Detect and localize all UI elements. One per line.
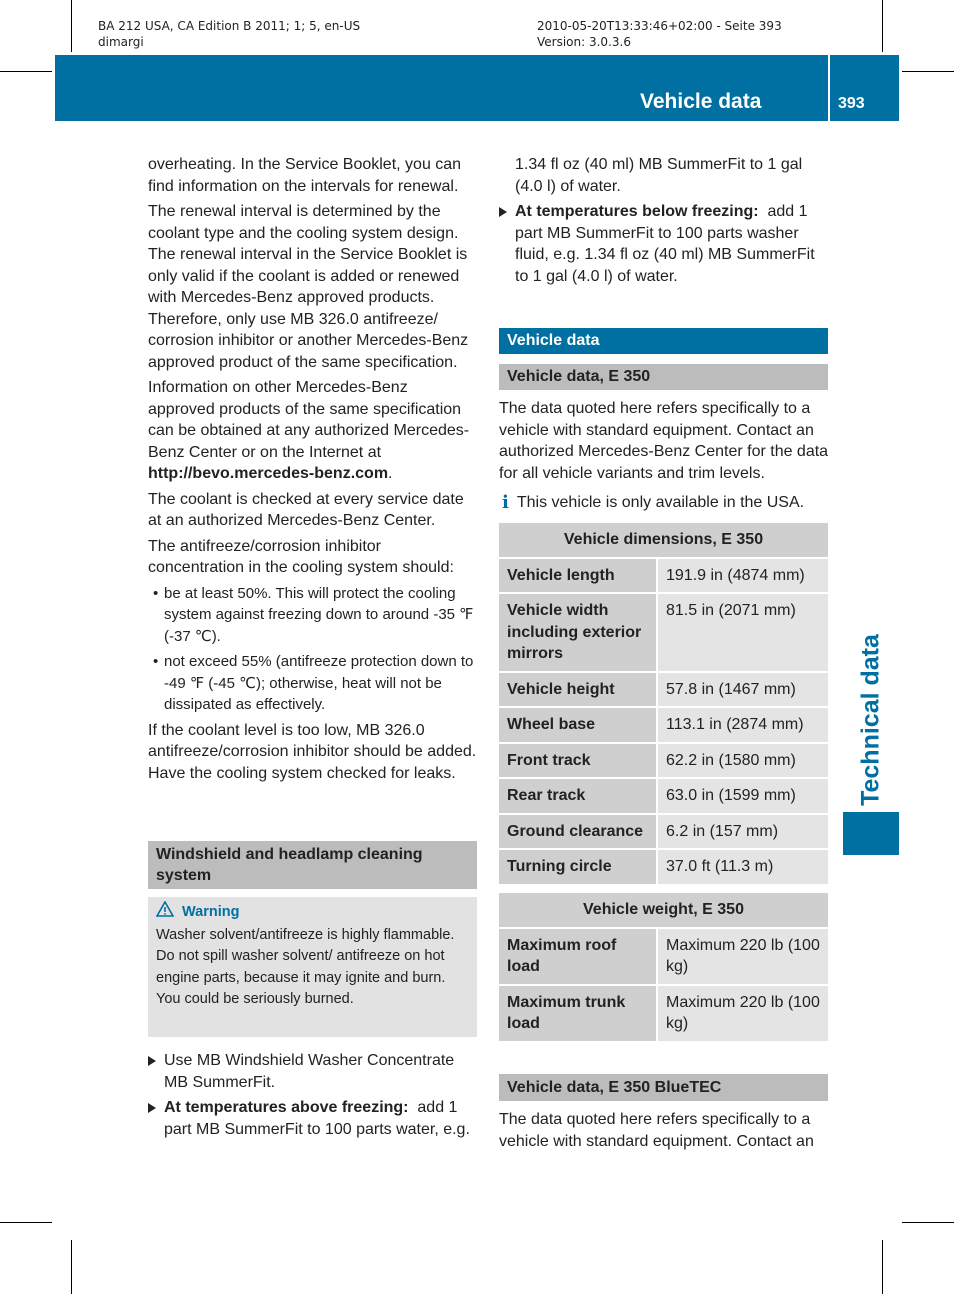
warning-triangle-icon	[156, 901, 174, 925]
warning-title: Warning	[182, 904, 240, 920]
print-meta-left	[98, 18, 360, 50]
weight-table	[499, 893, 828, 1043]
section-heading: Windshield and headlamp cleaning system	[148, 841, 477, 889]
spec-label: Wheel base	[499, 708, 658, 744]
period: .	[388, 465, 393, 482]
info-note-text: This vehicle is only available in the USA.	[516, 494, 805, 511]
info-icon: i	[502, 492, 509, 513]
crop-mark	[71, 0, 72, 52]
instruction-step	[499, 201, 829, 287]
intro-paragraph: The data quoted here refers specifically to a vehicle with standard equipment. Contact an authorized Mercedes-Benz Center for the data for all vehicle variants and trim levels.	[499, 400, 829, 482]
crop-mark	[0, 1222, 52, 1223]
dimension-row	[499, 779, 828, 815]
crop-mark	[71, 1240, 72, 1294]
right-column-top	[499, 154, 829, 291]
spec-value: 113.1 in (2874 mm)	[658, 708, 828, 744]
bullet-item	[148, 583, 478, 648]
meta-version: Version: 3.0.3.6	[537, 35, 631, 49]
spec-label: Maximum trunk load	[499, 986, 658, 1043]
paragraph: overheating. In the Service Booklet, you can find information on the intervals for renewal.	[148, 156, 462, 195]
meta-edition: BA 212 USA, CA Edition B 2011; 1; 5, en-US	[98, 19, 361, 33]
spec-value: 57.8 in (1467 mm)	[658, 673, 828, 709]
spec-label: Vehicle length	[499, 559, 658, 595]
weight-row	[499, 929, 828, 986]
bullet-marker: •	[153, 653, 159, 670]
bullet-item	[148, 651, 478, 716]
table-title: Vehicle weight, E 350	[499, 893, 828, 929]
spec-label: Maximum roof load	[499, 929, 658, 986]
section-heading-vehicle-data: Vehicle data	[499, 328, 828, 354]
bullet-marker: •	[153, 584, 159, 602]
step-text: add 1 part MB SummerFit to 100 parts washer fluid, e.g. 1.34 fl oz (40 ml) MB SummerFit to 1 gal (4.0 l) of water.	[515, 203, 815, 285]
website-link[interactable]: http://bevo.mercedes-benz.com	[148, 465, 389, 482]
subsection-heading: Vehicle data, E 350	[499, 364, 828, 390]
dimension-row	[499, 708, 828, 744]
spec-value: 63.0 in (1599 mm)	[658, 779, 828, 815]
left-column	[148, 154, 478, 788]
spec-value: Maximum 220 lb (100 kg)	[658, 986, 828, 1043]
dimension-row	[499, 744, 828, 780]
subsection-heading: Vehicle data, E 350 BlueTEC	[499, 1074, 828, 1101]
spec-label: Rear track	[499, 779, 658, 815]
paragraph: The coolant is checked at every service date at an authorized Mercedes-Benz Center.	[148, 490, 464, 529]
crop-mark	[902, 1222, 954, 1223]
side-tab-label: Technical data	[856, 634, 885, 806]
spec-label: Front track	[499, 744, 658, 780]
dimension-row	[499, 594, 828, 673]
spec-label: Turning circle	[499, 850, 658, 886]
crop-mark	[0, 71, 52, 72]
arrow-icon	[148, 1103, 156, 1113]
step-continuation: 1.34 fl oz (40 ml) MB SummerFit to 1 gal (4.0 l) of water.	[515, 156, 803, 195]
info-note	[502, 492, 828, 514]
page-number: 393	[838, 95, 865, 112]
weight-row	[499, 986, 828, 1043]
warning-text: Washer solvent/antifreeze is highly flammable. Do not spill washer solvent/ antifreeze on hot engine parts, because it may ignite and burn. You could be seriously burned.	[156, 926, 455, 1007]
warning-box	[148, 897, 477, 1037]
crop-mark	[882, 0, 883, 52]
paragraph-text: Information on other Mercedes-Benz approved products of the same specification can be obtained at any authorized Mercedes-Benz Center or on the Internet at	[148, 379, 470, 461]
header-bar	[55, 55, 899, 121]
print-meta-right	[537, 18, 782, 50]
meta-timestamp: 2010-05-20T13:33:46+02:00 - Seite 393	[537, 19, 782, 33]
spec-value: 191.9 in (4874 mm)	[658, 559, 828, 595]
spec-label: Vehicle width including exterior mirrors	[499, 594, 658, 673]
table-title: Vehicle dimensions, E 350	[499, 523, 828, 559]
instruction-step	[148, 1097, 478, 1140]
header-divider	[828, 55, 830, 121]
spec-label: Ground clearance	[499, 815, 658, 851]
crop-mark	[882, 1240, 883, 1294]
arrow-icon	[499, 207, 507, 217]
instruction-step	[148, 1050, 478, 1093]
side-tab-marker	[843, 812, 899, 855]
arrow-icon	[148, 1056, 156, 1066]
meta-author: dimargi	[98, 35, 144, 49]
spec-value: 37.0 ft (11.3 m)	[658, 850, 828, 886]
instruction-steps	[148, 1050, 478, 1144]
paragraph: The antifreeze/corrosion inhibitor concentration in the cooling system should:	[148, 537, 454, 576]
paragraph: If the coolant level is too low, MB 326.0 antifreeze/corrosion inhibitor should be added. Have the cooling system checked for leaks.	[148, 721, 477, 782]
spec-value: Maximum 220 lb (100 kg)	[658, 929, 828, 986]
step-condition: At temperatures above freezing:	[164, 1099, 409, 1116]
step-text: Use MB Windshield Washer Concentrate MB SummerFit.	[164, 1052, 455, 1091]
bullet-text: be at least 50%. This will protect the cooling system against freezing down to around -35 ℉ (-37 ℃).	[164, 584, 474, 645]
page-title: Vehicle data	[640, 90, 762, 113]
bullet-text: not exceed 55% (antifreeze protection down to -49 ℉ (-45 ℃); otherwise, heat will not be dissipated as effectively.	[164, 653, 474, 713]
paragraph	[148, 377, 478, 485]
spec-label: Vehicle height	[499, 673, 658, 709]
spec-value: 6.2 in (157 mm)	[658, 815, 828, 851]
dimensions-table	[499, 523, 828, 886]
dimension-row	[499, 815, 828, 851]
dimension-row	[499, 559, 828, 595]
warning-header	[156, 901, 469, 925]
step-text: add 1 part MB SummerFit to 100 parts water, e.g.	[164, 1099, 470, 1138]
crop-mark	[902, 71, 954, 72]
dimension-row	[499, 673, 828, 709]
intro-paragraph: The data quoted here refers specifically to a vehicle with standard equipment. Contact an	[499, 1111, 814, 1150]
step-condition: At temperatures below freezing:	[515, 203, 759, 220]
paragraph: The renewal interval is determined by the coolant type and the cooling system design. The renewal interval in the Service Booklet is only valid if the coolant is added or renewed with Mercedes-Benz approved products. Therefore, only use MB 326.0 antifreeze/ corrosion inhibitor or another Mercedes-Benz approved product of the same specification.	[148, 203, 469, 371]
spec-value: 81.5 in (2071 mm)	[658, 594, 828, 673]
spec-value: 62.2 in (1580 mm)	[658, 744, 828, 780]
dimension-row	[499, 850, 828, 886]
